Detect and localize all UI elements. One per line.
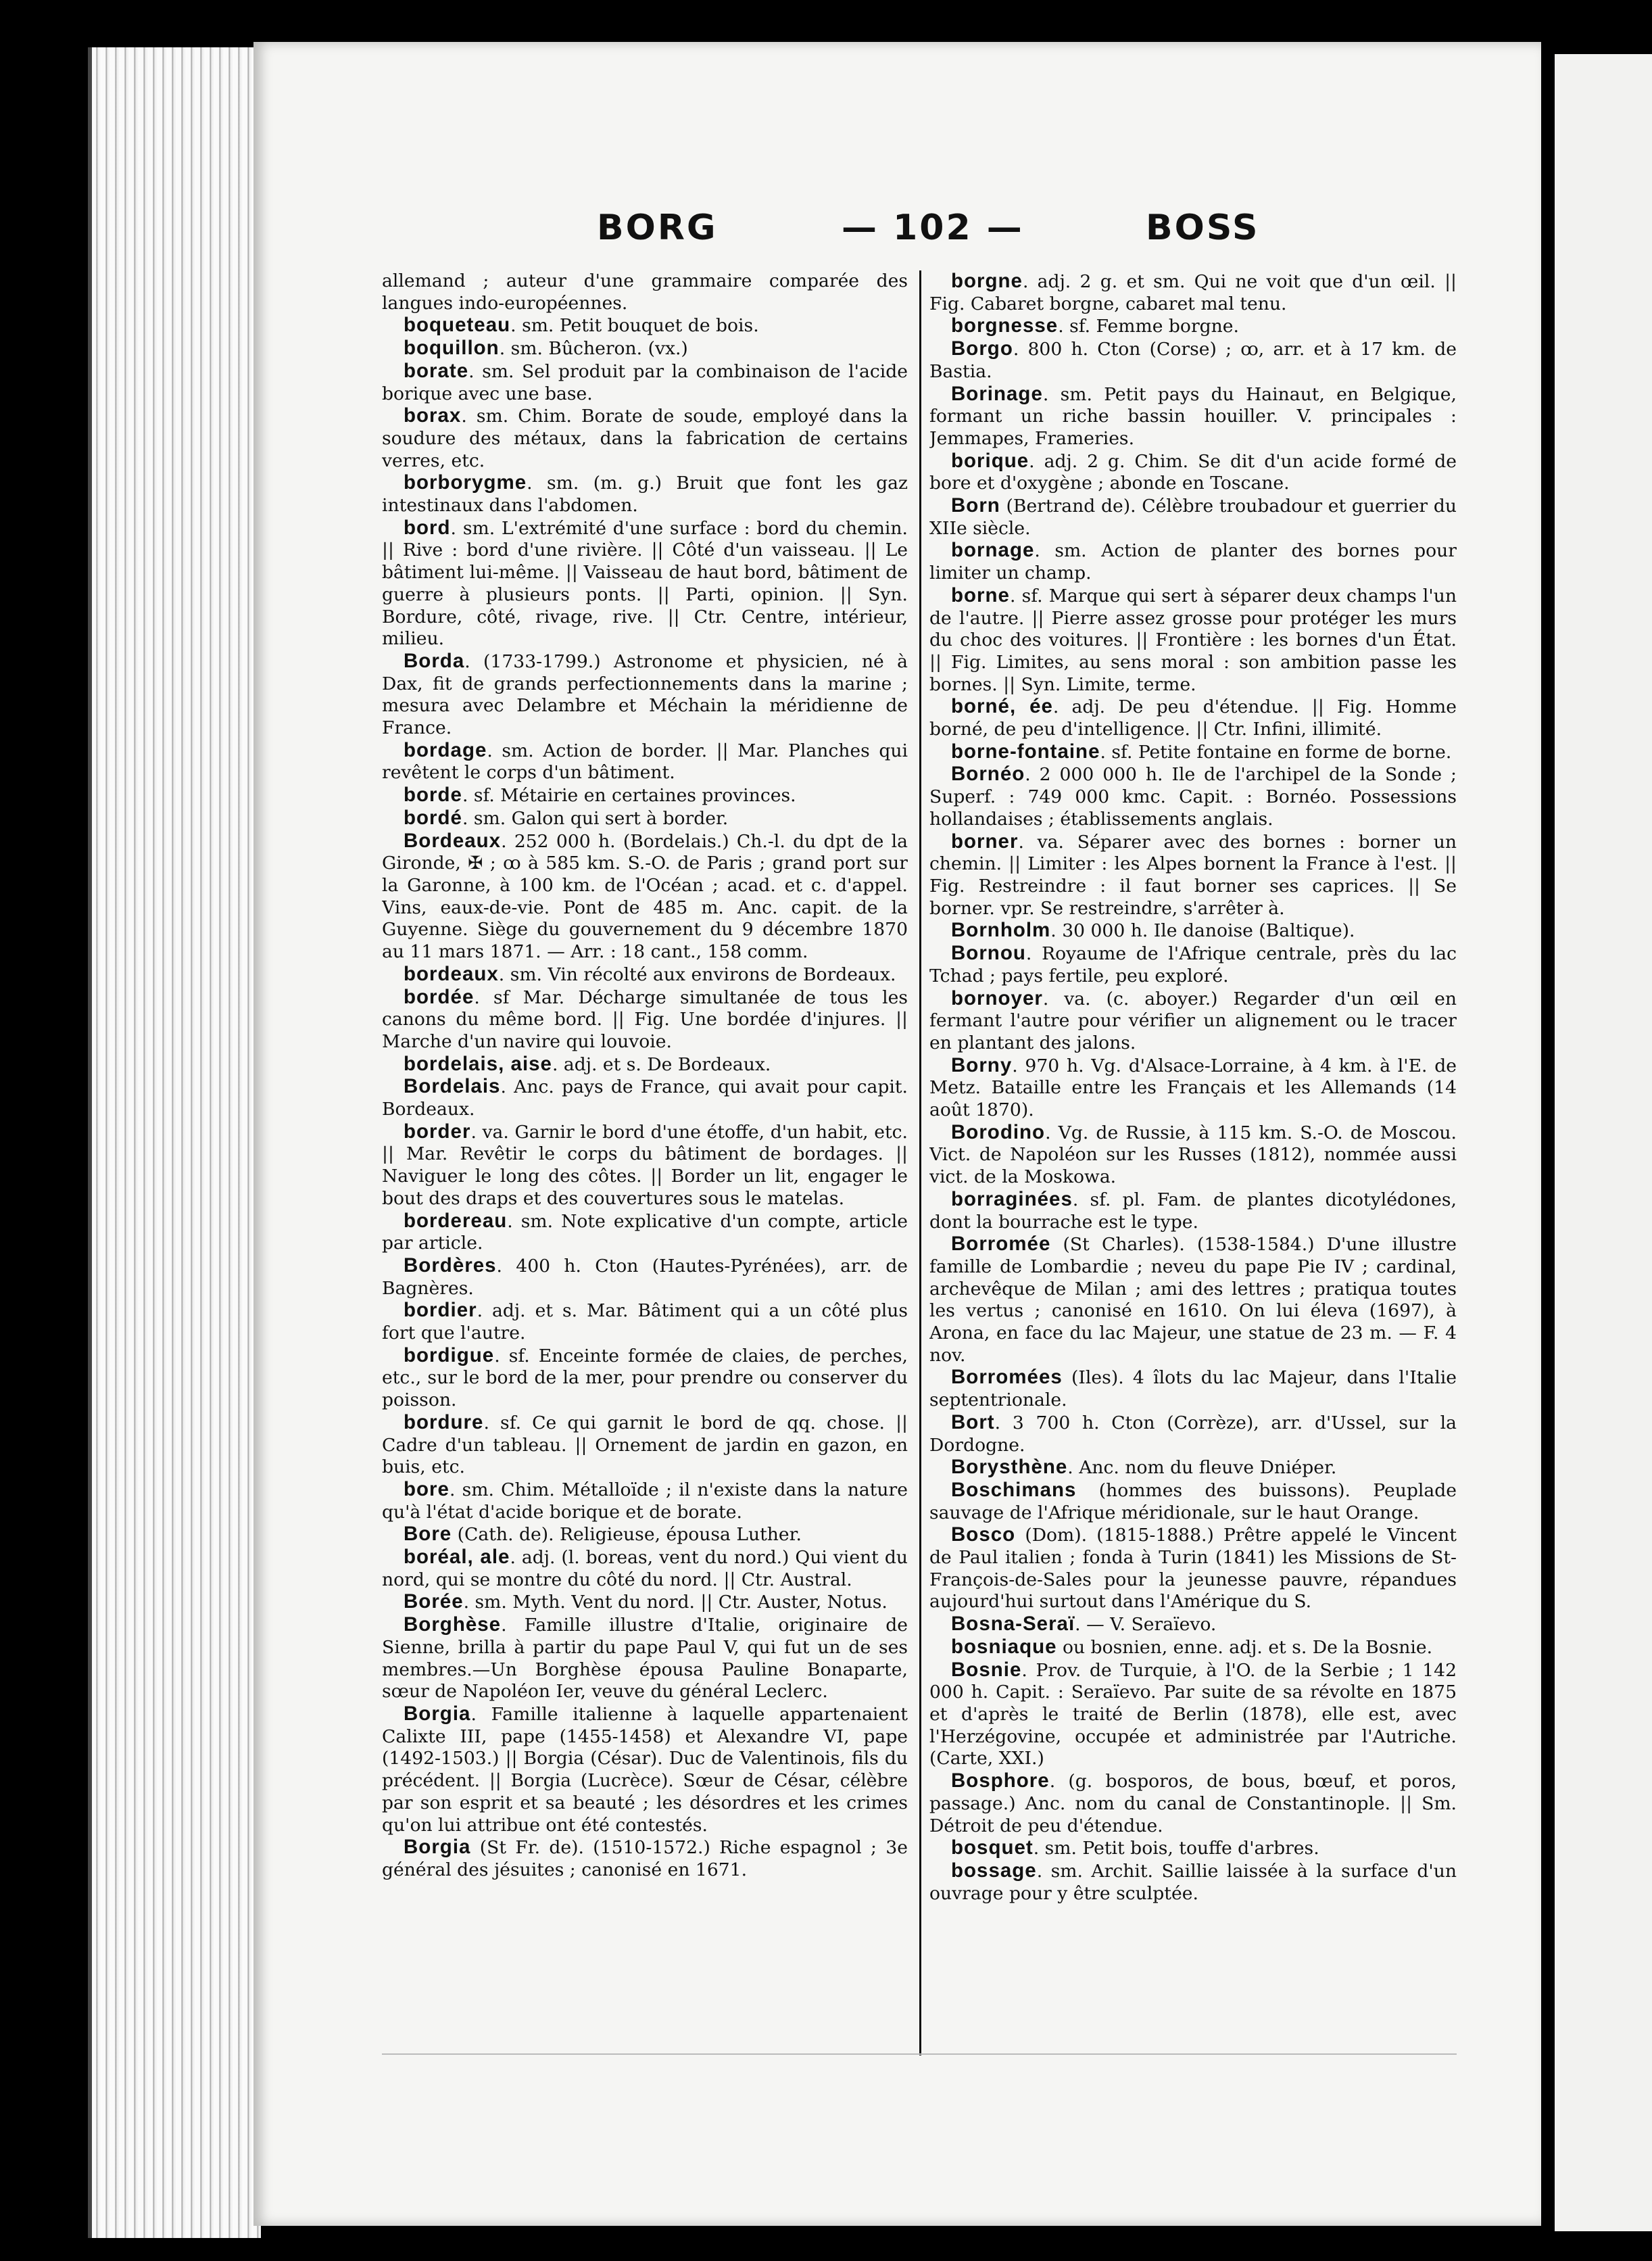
dictionary-entry: [382, 1523, 908, 1546]
dictionary-entry: [929, 741, 1457, 764]
entry-headword: borner: [951, 830, 1019, 853]
entry-definition: . 970 h. Vg. d'Alsace-Lorraine, à 4 km. à l'E. de Metz. Bataille entre les Français et les Allemands (14 août 1870).: [929, 1055, 1457, 1121]
entry-definition: . sm. Myth. Vent du nord. || Ctr. Auster, Notus.: [463, 1592, 888, 1613]
entry-headword: borgnesse: [951, 314, 1059, 337]
entry-definition: . Vg. de Russie, à 115 km. S.-O. de Moscou. Vict. de Napoléon sur les Russes (1812), nommée aussi vict. de la Moskowa.: [929, 1122, 1457, 1188]
entry-headword: borraginées: [951, 1187, 1073, 1210]
entry-definition: . sm. L'extrémité d'une surface : bord du chemin. || Rive : bord d'une rivière. || Côté d'un vaisseau. || Le bâtiment lui-même. || Vaisseau de haut bord, bâtiment de guerre à plusieurs ponts. || Parti, opinion. || Syn. Bordure, côté, rivage, rive. || Ctr. Centre, intérieur, milieu.: [382, 517, 908, 650]
entry-headword: borique: [951, 449, 1029, 472]
entry-headword: Bordelais: [404, 1075, 501, 1098]
entry-definition: . adj. et s. Mar. Bâtiment qui a un côté plus fort que l'autre.: [382, 1300, 908, 1344]
entry-headword: bornage: [951, 539, 1035, 562]
dictionary-entry: [929, 585, 1457, 696]
dictionary-entry: [929, 1412, 1457, 1456]
adjacent-page-fragment: [1555, 54, 1652, 2231]
entry-definition: (Iles). 4 îlots du lac Majeur, dans l'Italie septentrionale.: [929, 1367, 1457, 1411]
entry-headword: borne-fontaine: [951, 740, 1100, 763]
entry-headword: borne: [951, 584, 1010, 606]
entry-definition: . sm. Bûcheron. (vx.): [499, 338, 688, 360]
entry-definition: . sm. Galon qui sert à border.: [462, 807, 729, 829]
dictionary-entry: [382, 986, 908, 1053]
dictionary-entry: [382, 270, 908, 314]
entry-definition: . sm. Action de border. || Mar. Planches qui revêtent le corps d'un bâtiment.: [382, 740, 908, 784]
entry-headword: Borgia: [404, 1836, 471, 1859]
book-page-edges: [88, 47, 261, 2238]
entry-definition: . (1733-1799.) Astronome et physicien, né à Dax, fit de grands perfectionnements dans la marine ; mesura avec Delambre et Méchain la méridienne de France.: [382, 650, 908, 739]
entry-definition: . sm. Action de planter des bornes pour limiter un champ.: [929, 540, 1457, 584]
dictionary-entry: [929, 1860, 1457, 1905]
entry-headword: bord: [404, 516, 451, 539]
dictionary-entry: [929, 270, 1457, 315]
entry-definition: . adj. 2 g. Chim. Se dit d'un acide formé de bore et d'oxygène ; abonde en Toscane.: [929, 450, 1457, 494]
dictionary-entry: [929, 315, 1457, 338]
dictionary-entry: [382, 1300, 908, 1344]
dictionary-entry: [382, 650, 908, 740]
entry-definition: (St Fr. de). (1510-1572.) Riche espagnol ; 3e général des jésuites ; canonisé en 1671.: [382, 1837, 908, 1880]
entry-headword: borax: [404, 404, 462, 427]
dictionary-entry: [929, 540, 1457, 584]
dictionary-entry: [382, 405, 908, 472]
entry-headword: boquillon: [404, 337, 500, 360]
dictionary-entry: [382, 1836, 908, 1881]
entry-headword: bordeaux: [404, 962, 499, 985]
dictionary-entry: [929, 763, 1457, 830]
entry-definition: . sm. Petit pays du Hainaut, en Belgique, formant un riche bassin houiller. V. principales : Jemmapes, Frameries.: [929, 383, 1457, 449]
entry-definition: ou bosnien, enne. adj. et s. De la Bosnie.: [1056, 1636, 1433, 1658]
entry-definition: . sf. Femme borgne.: [1058, 316, 1239, 337]
dictionary-entry: [382, 1053, 908, 1076]
entry-headword: bordé: [404, 806, 462, 829]
entry-headword: boréal, ale: [404, 1546, 510, 1569]
dictionary-entry: [929, 450, 1457, 495]
column-divider: [919, 270, 921, 2055]
entry-headword: Bornholm: [951, 919, 1051, 942]
entry-definition: . sf. Marque qui sert à séparer deux champs l'un de l'autre. || Pierre assez grosse pour protéger les murs du choc des voitures. || Frontière : les bornes d'un État. || Fig. Limites, au sens moral : son ambition passe les bornes. || Syn. Limite, terme.: [929, 585, 1457, 695]
entry-headword: borate: [404, 359, 469, 382]
entry-headword: bornoyer: [951, 986, 1043, 1009]
entry-definition: . va. (c. aboyer.) Regarder d'un œil en fermant l'autre pour vérifier un alignement ou le tracer en plantant des jalons.: [929, 988, 1457, 1053]
left-column: [382, 270, 908, 2069]
entry-headword: bore: [404, 1477, 450, 1500]
entry-headword: bordelais, aise: [404, 1052, 552, 1075]
entry-headword: border: [404, 1120, 471, 1143]
page-number: — 102 —: [842, 208, 1024, 248]
dictionary-entry: [382, 807, 908, 830]
entry-definition: . 252 000 h. (Bordelais.) Ch.-l. du dpt de la Gironde, ✠ ; ꝏ à 585 km. S.-O. de Paris ; grand port sur la Garonne, à 100 km. de l'Océan ; acad. et c. d'appel. Vins, eaux-de-vie. Pont de 485 m. Anc. capit. de la Guyenne. Siège du gouvernement du 9 décembre 1870 au 11 mars 1871. — Arr. : 18 cant., 158 comm.: [382, 830, 908, 963]
entry-headword: bordure: [404, 1410, 484, 1433]
entry-definition: . sm. Chim. Borate de soude, employé dans la soudure des métaux, dans la fabrication de certains verres, etc.: [382, 406, 908, 471]
entry-headword: borné, ée: [951, 695, 1053, 718]
dictionary-entry: [929, 943, 1457, 987]
entry-headword: Bore: [404, 1523, 452, 1546]
dictionary-entry: [382, 784, 908, 807]
entry-headword: Borghèse: [404, 1613, 502, 1636]
dictionary-entry: [382, 1121, 908, 1210]
entry-definition: . Royaume de l'Afrique centrale, près du lac Tchad ; pays fertile, peu exploré.: [929, 943, 1457, 986]
dictionary-entry: [382, 1479, 908, 1523]
entry-headword: bordigue: [404, 1343, 495, 1366]
dictionary-entry: [929, 1456, 1457, 1479]
entry-definition: . sm. Vin récolté aux environs de Bordeaux.: [498, 963, 896, 985]
entry-headword: Borgia: [404, 1703, 471, 1725]
dictionary-entry: [929, 383, 1457, 450]
entry-headword: Bosco: [951, 1523, 1016, 1546]
entry-definition: (Dom). (1815-1888.) Prêtre appelé le Vincent de Paul italien ; fonda à Turin (1841) les Missions de St-François-de-Sales pour la jeunesse pauvre, répandues aujourd'hui surtout dans l'Amérique du S.: [929, 1525, 1457, 1613]
dictionary-entry: [382, 1546, 908, 1591]
entry-headword: Bort: [951, 1410, 995, 1433]
dictionary-entry: [929, 1636, 1457, 1659]
entry-headword: bordage: [404, 738, 487, 761]
entry-definition: . Famille illustre d'Italie, originaire de Sienne, brilla à partir du pape Paul V, qui fut un de ses membres.—Un Borghèse épousa Pauline Bonaparte, sœur de Napoléon Ier, veuve du général Leclerc.: [382, 1615, 908, 1703]
entry-headword: Bosnie: [951, 1658, 1022, 1681]
entry-definition: . sf. Ce qui garnit le bord de qq. chose. || Cadre d'un tableau. || Ornement de jardin en gazon, en buis, etc.: [382, 1412, 908, 1478]
dictionary-entry: [382, 963, 908, 986]
dictionary-entry: [929, 1122, 1457, 1189]
entry-definition: . sf Mar. Décharge simultanée de tous les canons du même bord. || Fig. Une bordée d'injures. || Marche d'un navire qui louvoie.: [382, 986, 908, 1052]
entry-definition: . Anc. pays de France, qui avait pour capit. Bordeaux.: [382, 1076, 908, 1120]
dictionary-entry: [382, 1076, 908, 1120]
dictionary-entry: [382, 1255, 908, 1300]
entry-headword: Bordères: [404, 1254, 497, 1277]
entry-definition: . Prov. de Turquie, à l'O. de la Serbie ; 1 142 000 h. Capit. : Seraïevo. Par suite de sa révolte en 1875 et d'après le traité de Berlin (1878), elle est, avec l'Herzégovine, occupée et administrée par l'Autriche. (Carte, XXI.): [929, 1659, 1457, 1769]
dictionary-entry: [382, 1412, 908, 1479]
entry-headword: Borée: [404, 1590, 464, 1613]
entry-headword: Bosna-Seraï: [951, 1613, 1075, 1636]
dictionary-entry: [382, 1591, 908, 1614]
entry-definition: (Cath. de). Religieuse, épousa Luther.: [452, 1524, 802, 1546]
entry-headword: borde: [404, 784, 462, 807]
running-header: [253, 208, 1541, 255]
entry-headword: Bosphore: [951, 1769, 1050, 1792]
dictionary-entry: [382, 830, 908, 963]
entry-definition: . sm. (m. g.) Bruit que font les gaz intestinaux dans l'abdomen.: [382, 473, 908, 517]
dictionary-entry: [929, 1189, 1457, 1233]
entry-definition: . adj. 2 g. et sm. Qui ne voit que d'un œil. || Fig. Cabaret borgne, cabaret mal tenu.: [929, 271, 1457, 314]
dictionary-entry: [929, 1613, 1457, 1636]
entry-definition: . 400 h. Cton (Hautes-Pyrénées), arr. de Bagnères.: [382, 1255, 908, 1299]
entry-definition: (hommes des buissons). Peuplade sauvage de l'Afrique méridionale, sur le haut Orange.: [929, 1479, 1457, 1523]
dictionary-entry: [929, 831, 1457, 920]
bottom-rule: [382, 2053, 1457, 2055]
entry-definition: . sf. Enceinte formée de claies, de perches, etc., sur le bord de la mer, pour prendre ou conserver du poisson.: [382, 1345, 908, 1411]
entry-definition: . 800 h. Cton (Corse) ; ꝏ, arr. et à 17 km. de Bastia.: [929, 339, 1457, 382]
dictionary-entry: [929, 338, 1457, 383]
right-column: [929, 270, 1457, 2069]
entry-headword: Borromées: [951, 1366, 1063, 1389]
entry-definition: (Bertrand de). Célèbre troubadour et guerrier du XIIe siècle.: [929, 496, 1457, 539]
entry-headword: Born: [951, 494, 1000, 517]
dictionary-entry: [382, 360, 908, 405]
dictionary-entry: [382, 1614, 908, 1703]
entry-definition: . va. Séparer avec des bornes : borner un chemin. || Limiter : les Alpes bornent la France à l'est. || Fig. Restreindre : il faut borner ses caprices. || Se borner. vpr. Se restreindre, s'arrêter à.: [929, 831, 1457, 919]
entry-headword: bosquet: [951, 1836, 1034, 1859]
entry-headword: Boschimans: [951, 1478, 1077, 1501]
entry-headword: Bornéo: [951, 763, 1025, 786]
right-guide-word: BOSS: [1146, 208, 1260, 248]
entry-headword: bossage: [951, 1859, 1037, 1882]
entry-headword: Borromée: [951, 1233, 1051, 1256]
dictionary-entry: [382, 1703, 908, 1836]
dictionary-entry: [929, 1366, 1457, 1411]
entry-definition: . — V. Seraïevo.: [1075, 1614, 1217, 1636]
entry-headword: Borodino: [951, 1120, 1046, 1143]
entry-definition: . sm. Chim. Métalloïde ; il n'existe dans la nature qu'à l'état d'acide borique et de borate.: [382, 1479, 908, 1523]
entry-definition: . Famille italienne à laquelle appartenaient Calixte III, pape (1455-1458) et Alexandre VI, pape (1492-1503.) || Borgia (César). Duc de Valentinois, fils du précédent. || Borgia (Lucrèce). Sœur de César, célèbre par son esprit et sa beauté ; les désordres et les crimes qu'on lui attribue ont été contestés.: [382, 1704, 908, 1836]
entry-headword: Borinage: [951, 382, 1043, 405]
entry-headword: Bordeaux: [404, 829, 502, 852]
dictionary-entry: [382, 1210, 908, 1255]
dictionary-entry: [929, 1055, 1457, 1122]
dictionary-entry: [929, 696, 1457, 740]
dictionary-entry: [382, 1345, 908, 1412]
entry-headword: Bornou: [951, 942, 1026, 965]
entry-definition: . adj. (l. boreas, vent du nord.) Qui vient du nord, qui se montre du côté du nord. || Ctr. Austral.: [382, 1547, 908, 1590]
dictionary-entry: [929, 920, 1457, 943]
entry-definition: . va. Garnir le bord d'une étoffe, d'un habit, etc. || Mar. Revêtir le corps du bâtiment de bordages. || Naviguer le long des côtes. || Border un lit, engager le bout des draps et des couvertures sous le matelas.: [382, 1121, 908, 1209]
entry-headword: borborygme: [404, 471, 527, 494]
entry-definition: . sm. Sel produit par la combinaison de l'acide borique avec une base.: [382, 360, 908, 404]
dictionary-entry: [382, 740, 908, 784]
entry-definition: . sm. Archit. Saillie laissée à la surface d'un ouvrage pour y être sculptée.: [929, 1860, 1457, 1904]
dictionary-entry: [382, 314, 908, 337]
entry-definition: . sf. Métairie en certaines provinces.: [462, 785, 796, 807]
entry-headword: boqueteau: [404, 314, 511, 337]
entry-definition: allemand ; auteur d'une grammaire comparée des langues indo-européennes.: [382, 270, 908, 314]
entry-definition: . Anc. nom du fleuve Dniéper.: [1067, 1457, 1337, 1479]
entry-definition: . sm. Petit bouquet de bois.: [510, 315, 759, 337]
dictionary-entry: [929, 495, 1457, 540]
entry-definition: . 3 700 h. Cton (Corrèze), arr. d'Ussel, sur la Dordogne.: [929, 1412, 1457, 1456]
entry-headword: bordée: [404, 985, 475, 1008]
entry-headword: bosniaque: [951, 1635, 1057, 1658]
entry-headword: borgne: [951, 270, 1023, 292]
dictionary-entry: [382, 517, 908, 650]
dictionary-entry: [929, 1837, 1457, 1860]
dictionary-entry: [929, 988, 1457, 1055]
dictionary-entry: [929, 1770, 1457, 1837]
dictionary-entry: [382, 472, 908, 517]
entry-headword: Borny: [951, 1053, 1013, 1076]
entry-definition: . 2 000 000 h. Ile de l'archipel de la Sonde ; Superf. : 749 000 kmc. Capit. : Bornéo. Possessions hollandaises ; établissements anglais.: [929, 764, 1457, 830]
dictionary-entry: [382, 337, 908, 360]
entry-headword: bordier: [404, 1299, 477, 1322]
left-guide-word: BORG: [597, 208, 718, 248]
entry-headword: bordereau: [404, 1209, 508, 1232]
entry-definition: . sf. Petite fontaine en forme de borne.: [1100, 741, 1452, 763]
dictionary-entry: [929, 1524, 1457, 1613]
entry-definition: . (g. bosporos, de bous, bœuf, et poros, passage.) Anc. nom du canal de Constantinople. || Sm. Détroit de peu d'étendue.: [929, 1771, 1457, 1836]
entry-headword: Borysthène: [951, 1456, 1068, 1479]
entry-definition: . 30 000 h. Ile danoise (Baltique).: [1050, 920, 1355, 942]
entry-headword: Borgo: [951, 337, 1013, 360]
entry-definition: . sm. Petit bois, touffe d'arbres.: [1033, 1838, 1319, 1859]
dictionary-entry: [929, 1659, 1457, 1771]
dictionary-page: [253, 42, 1541, 2226]
entry-definition: . adj. et s. De Bordeaux.: [552, 1053, 771, 1075]
dictionary-entry: [929, 1479, 1457, 1524]
entry-definition: . sm. Note explicative d'un compte, article par article.: [382, 1210, 908, 1254]
entry-definition: . sf. pl. Fam. de plantes dicotylédones, dont la bourrache est le type.: [929, 1189, 1457, 1233]
entry-headword: Borda: [404, 649, 465, 672]
dictionary-entry: [929, 1233, 1457, 1366]
entry-definition: . adj. De peu d'étendue. || Fig. Homme borné, de peu d'intelligence. || Ctr. Infini, illimité.: [929, 696, 1457, 740]
entry-definition: (St Charles). (1538-1584.) D'une illustre famille de Lombardie ; neveu du pape Pie IV ; cardinal, archevêque de Milan ; ami des lettres ; pratiqua toutes les vertus ; canonisé en 1610. On lui éleva (1697), à Arona, en face du lac Majeur, une statue de 23 m. — F. 4 nov.: [929, 1234, 1457, 1366]
